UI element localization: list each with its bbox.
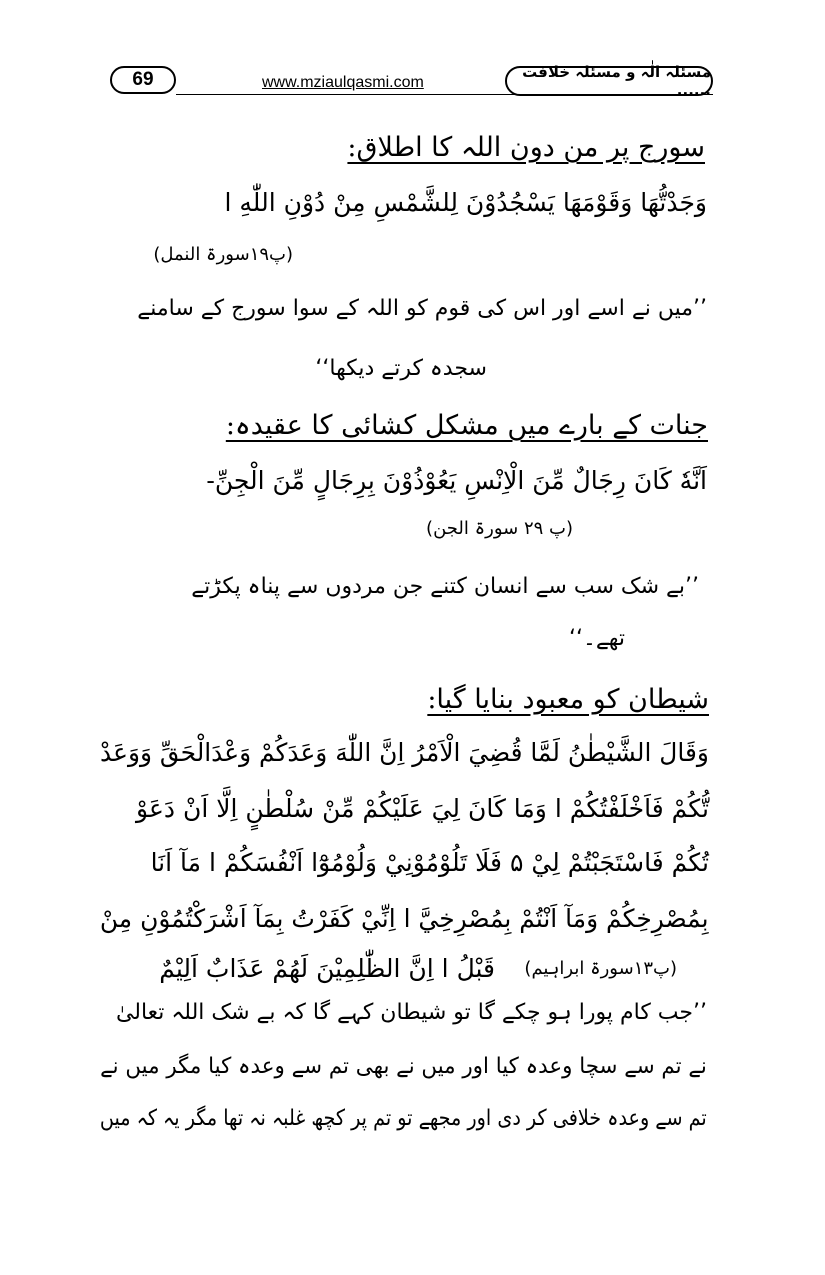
translation-line: تھے۔‘‘ bbox=[568, 626, 625, 651]
website-link[interactable]: www.mziaulqasmi.com bbox=[262, 74, 424, 91]
translation-line: ’’بے شک سب سے انسان کتنے جن مردوں سے پناہ پکڑتے bbox=[191, 574, 699, 599]
book-title: مسئلہ الٰہ و مسئلہ خلافت ...... bbox=[505, 66, 713, 96]
arabic-verse-line: وَجَدْتُّهَا وَقَوْمَهَا يَسْجُدُوْنَ لِلشَّمْسِ مِنْ دُوْنِ اللّٰهِ ا bbox=[224, 188, 707, 217]
arabic-verse-line: قَبْلُ ا اِنَّ الظّٰلِمِيْنَ لَهُمْ عَذَابٌ اَلِيْمٌ bbox=[159, 954, 495, 983]
translation-line: سجدہ کرتے دیکھا‘‘ bbox=[315, 356, 487, 381]
verse-reference: (پ۱۳سورۃ ابراہیم) bbox=[524, 958, 677, 979]
header-divider bbox=[176, 94, 713, 95]
verse-reference: (پ۱۹سورۃ النمل) bbox=[153, 244, 293, 265]
section-heading: شیطان کو معبود بنایا گیا: bbox=[427, 684, 709, 715]
arabic-verse-line: اَنَّهٗ كَانَ رِجَالٌ مِّنَ الْاِنْسِ يَعُوْذُوْنَ بِرِجَالٍ مِّنَ الْجِنِّ- bbox=[206, 466, 707, 495]
arabic-verse-line: بِمُصْرِخِكُمْ وَمَآ اَنْتُمْ بِمُصْرِخِيَّ ا اِنِّيْ كَفَرْتُ بِمَآ اَشْرَكْتُمُوْنِ مِنْ bbox=[100, 904, 709, 933]
translation-line: نے تم سے سچا وعدہ کیا اور میں نے بھی تم سے وعدہ کیا مگر میں نے bbox=[100, 1054, 707, 1079]
page-number: 69 bbox=[110, 66, 176, 94]
translation-line: تم سے وعدہ خلافی کر دی اور مجھے تو تم پر کچھ غلبہ نہ تھا مگر یہ کہ میں bbox=[100, 1106, 707, 1131]
arabic-verse-line: تُكُمْ فَاسْتَجَبْتُمْ لِيْ ۵ فَلَا تَلُوْمُوْنِيْ وَلُوْمُوْٓا اَنْفُسَكُمْ ا مَآ اَنَا bbox=[150, 848, 709, 877]
section-heading: سورج پر من دون اللہ کا اطلاق: bbox=[347, 132, 705, 163]
arabic-verse-line: تُّكُمْ فَاَخْلَفْتُكُمْ ا وَمَا كَانَ لِيَ عَلَيْكُمْ مِّنْ سُلْطٰنٍ اِلَّا اَنْ دَعَوْ bbox=[136, 794, 709, 823]
section-heading: جنات کے بارے میں مشکل کشائی کا عقیدہ: bbox=[225, 410, 708, 441]
translation-line: ’’میں نے اسے اور اس کی قوم کو اللہ کے سوا سورج کے سامنے bbox=[137, 296, 707, 321]
translation-line: ’’جب کام پورا ہو چکے گا تو شیطان کہے گا کہ بے شک اللہ تعالیٰ bbox=[115, 1000, 707, 1025]
verse-reference: (پ ۲۹ سورۃ الجن) bbox=[426, 518, 573, 539]
arabic-verse-line: وَقَالَ الشَّيْطٰنُ لَمَّا قُضِيَ الْاَمْرُ اِنَّ اللّٰهَ وَعَدَكُمْ وَعْدَالْحَقِّ وَوَعَدْ bbox=[100, 738, 709, 767]
